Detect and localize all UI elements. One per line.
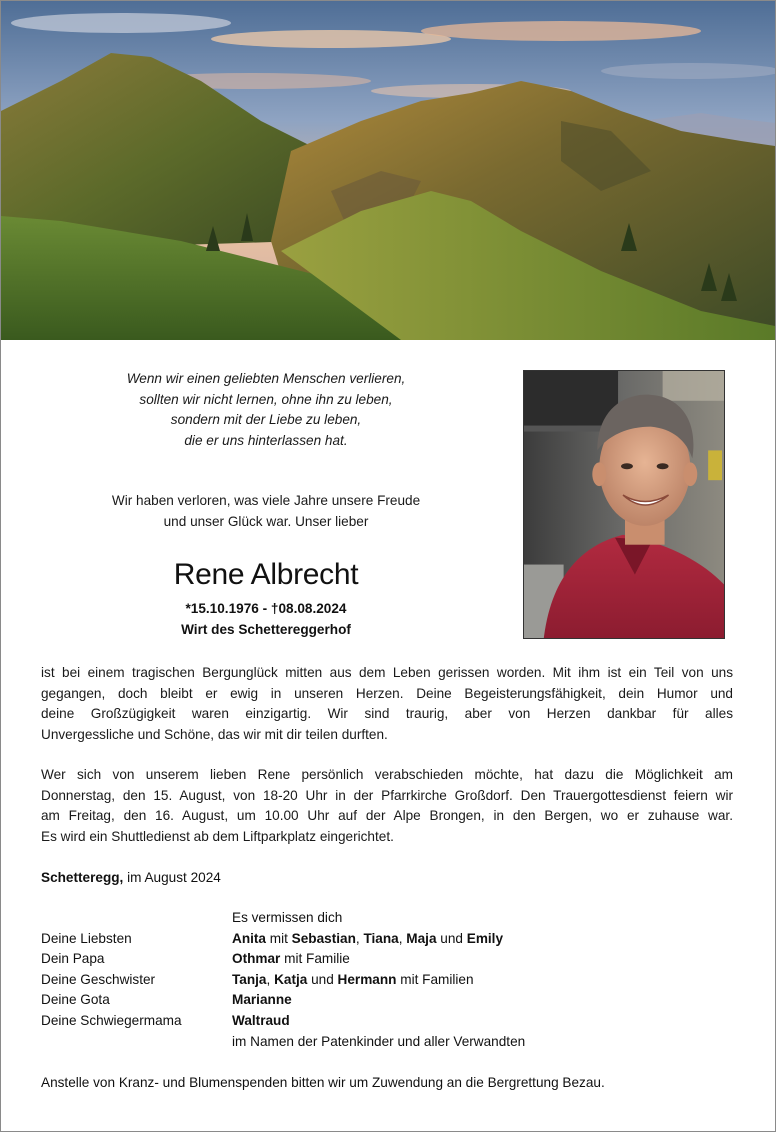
paragraph-line: am Freitag, den 16. August, um 10.00 Uhr auf der Alpe Brongen, in den Bergen, wo er zuhause war. (41, 808, 733, 823)
mourner-name: Anita (232, 930, 266, 946)
mourner-name: Hermann (337, 971, 397, 987)
obituary-paragraph (41, 663, 733, 745)
intro-line: Wir haben verloren, was viele Jahre unsere Freude (111, 493, 421, 508)
donation-note: Anstelle von Kranz- und Blumenspenden bitten wir um Zuwendung an die Bergrettung Bezau. (41, 1075, 605, 1090)
paragraph-line: Es wird ein Shuttledienst ab dem Liftparkplatz eingerichtet. (41, 828, 394, 844)
mourner-connector: mit (265, 930, 292, 946)
paragraph-line: gegangen, doch bleibt er ewig in unseren Herzen. Deine Begeisterungsfähigkeit, dein Humor und (41, 685, 733, 701)
deceased-name: Rene Albrecht (173, 558, 359, 591)
mourner-name: Waltraud (232, 1012, 290, 1028)
mourner-connector: und (307, 971, 338, 987)
mourners-header-row (41, 908, 733, 929)
mourner-name: Tanja (232, 971, 267, 987)
mourner-relation: Dein Papa (41, 951, 105, 967)
mourner-name: Katja (274, 971, 308, 987)
place-date (41, 868, 221, 889)
intro-line: und unser Glück war. Unser lieber (163, 513, 369, 529)
mourner-row (41, 1011, 733, 1032)
mourner-names (232, 970, 733, 991)
paragraph-line: Unvergessliche und Schöne, das wir mit dir teilen durften. (41, 726, 388, 742)
paragraph-line: Donnerstag, den 15. August, von 18-20 Uhr in der Pfarrkirche Großdorf. Den Trauergottesdienst feiern wir (41, 787, 733, 803)
mourner-connector: , (398, 930, 407, 946)
paragraph-line: ist bei einem tragischen Bergunglück mitten aus dem Leben gerissen worden. Mit ihm ist ein Teil von uns (41, 665, 733, 680)
mourner-relation: Deine Geschwister (41, 971, 156, 987)
mourner-connector: , (266, 971, 275, 987)
paragraph-line: Wer sich von unserem lieben Rene persönlich verabschieden möchte, hat dazu die Möglichkeit am (41, 767, 733, 782)
mourner-name: Maja (406, 930, 437, 946)
mourner-name: Emily (466, 930, 504, 946)
mourners-header: Es vermissen dich (232, 910, 343, 925)
mourner-name: Sebastian (291, 930, 356, 946)
quote-line: sondern mit der Liebe zu leben, (170, 412, 362, 427)
mourner-relation: Deine Gota (41, 992, 110, 1008)
life-dates: *15.10.1976 - †08.08.2024 (185, 601, 347, 616)
mourner-connector: , (355, 930, 364, 946)
mourner-connector: und (436, 930, 467, 946)
portrait-photo (523, 370, 725, 639)
mourner-names (232, 929, 733, 950)
memorial-quote (41, 369, 491, 451)
mourner-name: Tiana (363, 930, 399, 946)
place: Schetteregg, (41, 870, 124, 885)
intro-text (41, 491, 491, 532)
mourner-connector: mit Familien (396, 971, 474, 987)
mourner-row (41, 949, 733, 970)
mourners-footer-row (41, 1032, 733, 1053)
mourner-row (41, 970, 733, 991)
farewell-paragraph (41, 765, 733, 847)
mourner-relation: Deine Liebsten (41, 930, 132, 946)
mourners-footer: im Namen der Patenkinder und aller Verwandten (232, 1033, 526, 1049)
mourner-name: Othmar (232, 951, 281, 967)
mourner-connector: mit Familie (280, 951, 350, 967)
mourners-list (41, 908, 733, 1052)
mourner-row (41, 990, 733, 1011)
mourner-relation: Deine Schwiegermama (41, 1012, 182, 1028)
mourner-names (232, 949, 733, 970)
mourner-names (232, 990, 733, 1011)
quote-line: Wenn wir einen geliebten Menschen verlieren, (126, 371, 406, 386)
mourner-names (232, 1011, 733, 1032)
mourner-name: Marianne (232, 992, 292, 1008)
mourner-row (41, 929, 733, 950)
mountain-landscape-photo (1, 1, 775, 340)
quote-line: die er uns hinterlassen hat. (184, 432, 348, 448)
date: im August 2024 (123, 870, 221, 885)
deceased-role: Wirt des Schettereggerhof (181, 622, 351, 637)
quote-line: sollten wir nicht lernen, ohne ihn zu leben, (139, 391, 393, 407)
paragraph-line: deine Großzügigkeit waren einzigartig. Wir sind traurig, aber von Herzen dankbar für alles (41, 706, 733, 721)
